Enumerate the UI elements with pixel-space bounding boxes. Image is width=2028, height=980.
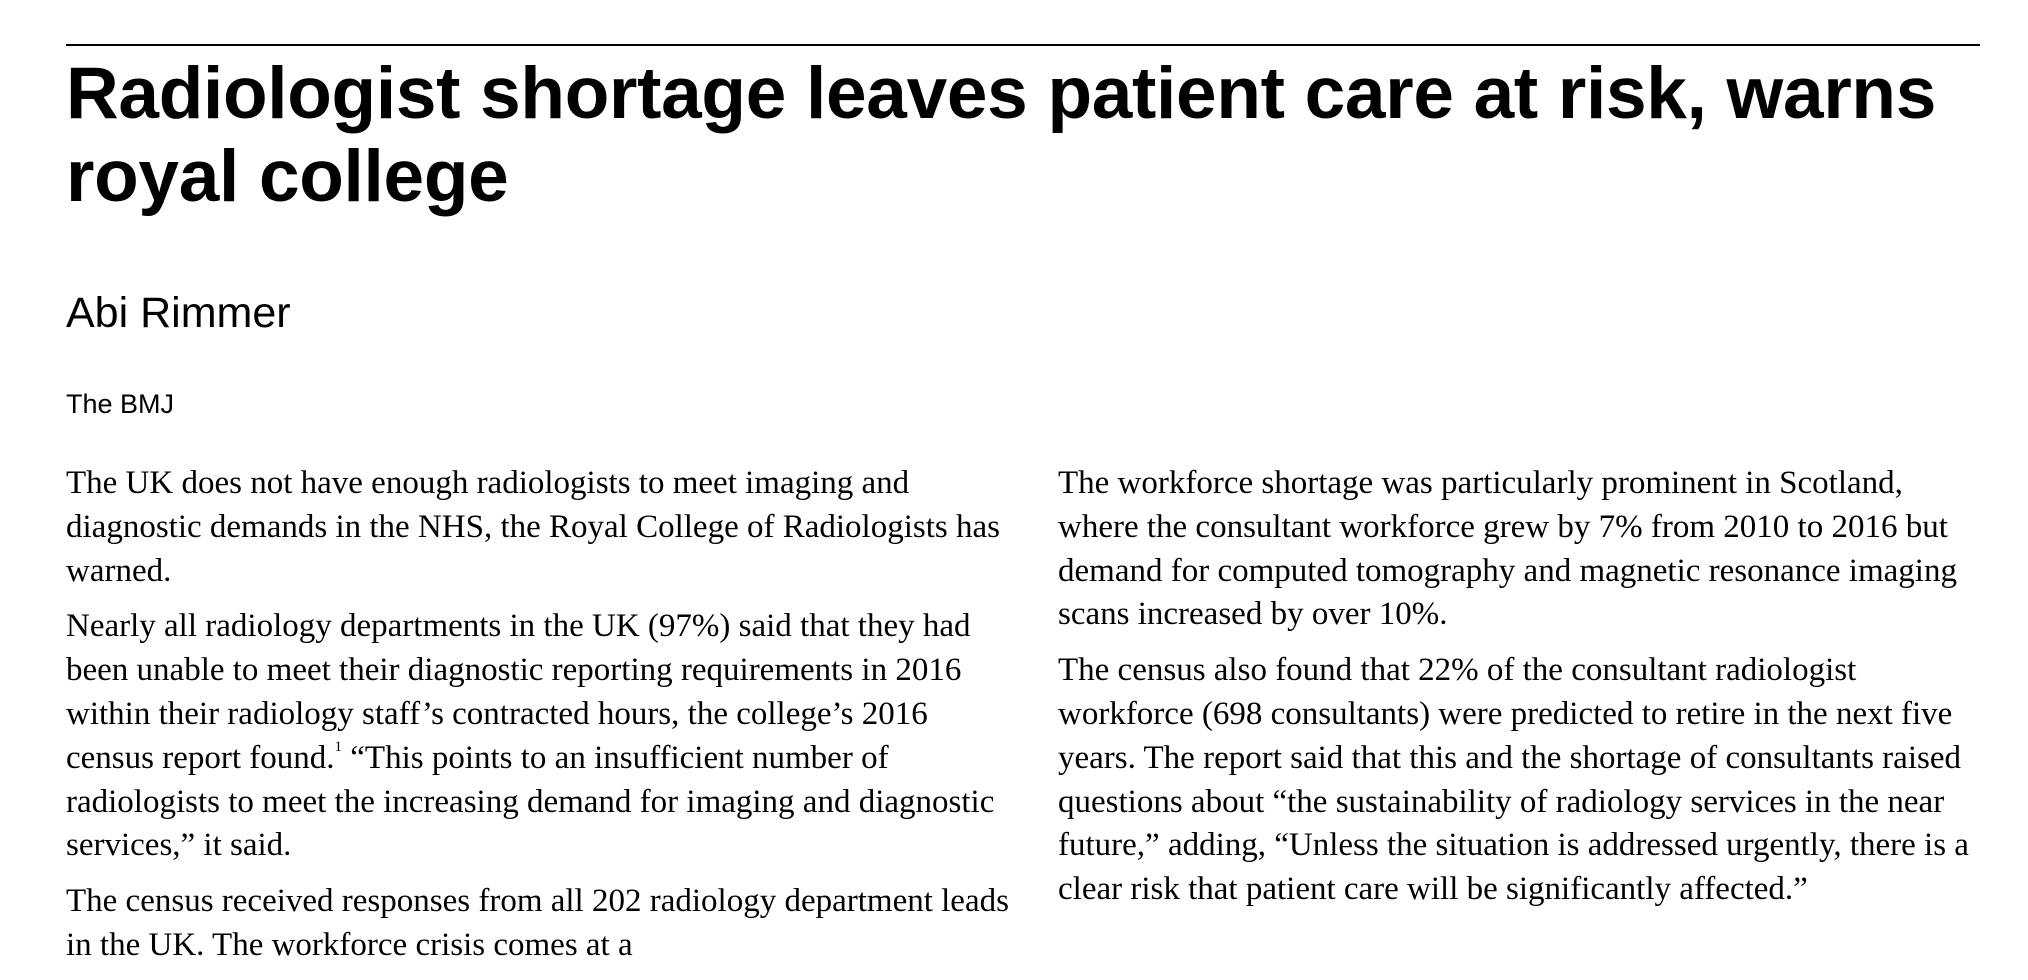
body-column-left xyxy=(66,462,1011,980)
body-paragraph: The census also found that 22% of the consultant radiologist workforce (698 consultants) were predicted to retire in the next five years. The report said that this and the shortage of consultants raised questions about “the sustainability of radiology services in the near future,” adding, “Unless the situation is addressed urgently, there is a clear risk that patient care will be significantly affected.” xyxy=(1058,652,1969,908)
article-author: Abi Rimmer xyxy=(66,289,291,337)
body-column-right xyxy=(1058,462,1983,924)
body-text: Nearly all radiology departments in the UK (97%) said that they had been unable to meet their diagnostic reporting requirements in 2016 within their radiology staff’s contracted hours, the college’s 2016 census report found. xyxy=(66,608,971,776)
body-paragraph: The census received responses from all 202 radiology department leads in the UK. The workforce crisis comes at a xyxy=(66,883,1009,963)
body-paragraph xyxy=(66,605,1011,868)
body-text: “This points to an insufficient number of radiologists to meet the increasing demand for imaging and diagnostic services,” it said. xyxy=(66,739,995,864)
body-paragraph: The UK does not have enough radiologists to meet imaging and diagnostic demands in the NHS, the Royal College of Radiologists has warned. xyxy=(66,465,1000,589)
article-title: Radiologist shortage leaves patient care at risk, warns royal college xyxy=(66,53,1937,217)
header-rule xyxy=(66,44,1980,46)
body-paragraph: The workforce shortage was particularly prominent in Scotland, where the consultant workforce grew by 7% from 2010 to 2016 but demand for computed tomography and magnetic resonance imaging scans increased by over 10%. xyxy=(1058,465,1957,633)
author-affiliation: The BMJ xyxy=(66,389,175,419)
reference-marker[interactable]: 1 xyxy=(334,738,343,755)
